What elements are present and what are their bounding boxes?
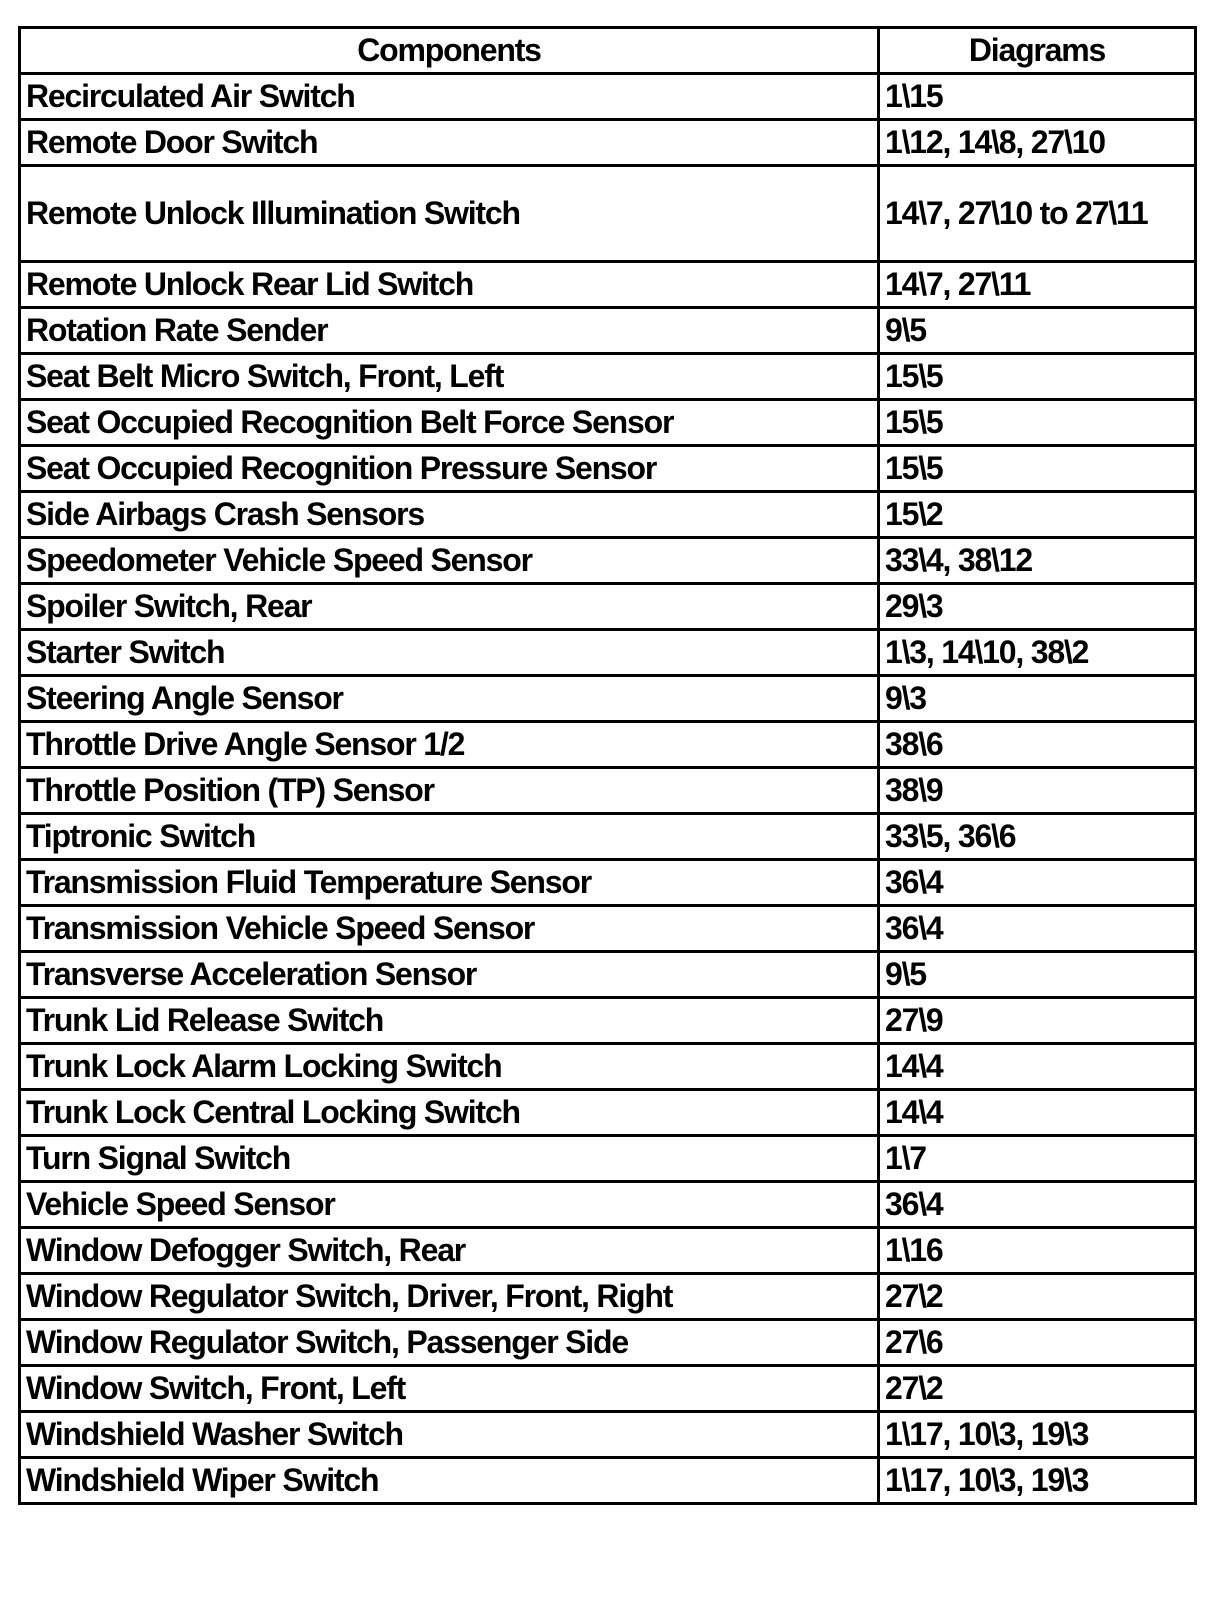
component-cell: Window Switch, Front, Left xyxy=(20,1366,879,1412)
table-row xyxy=(20,584,1196,630)
table-row xyxy=(20,1228,1196,1274)
component-cell: Transverse Acceleration Sensor xyxy=(20,952,879,998)
component-cell: Window Regulator Switch, Passenger Side xyxy=(20,1320,879,1366)
component-cell: Vehicle Speed Sensor xyxy=(20,1182,879,1228)
table-row xyxy=(20,1320,1196,1366)
diagrams-cell: 9\5 xyxy=(879,952,1196,998)
table-row xyxy=(20,120,1196,166)
component-cell: Trunk Lock Alarm Locking Switch xyxy=(20,1044,879,1090)
component-cell: Recirculated Air Switch xyxy=(20,74,879,120)
diagrams-cell: 14\7, 27\10 to 27\11 xyxy=(879,166,1196,262)
diagrams-cell: 36\4 xyxy=(879,906,1196,952)
diagrams-cell: 14\4 xyxy=(879,1090,1196,1136)
component-cell: Windshield Washer Switch xyxy=(20,1412,879,1458)
diagrams-cell: 27\2 xyxy=(879,1366,1196,1412)
table-row xyxy=(20,952,1196,998)
table-row xyxy=(20,630,1196,676)
diagrams-cell: 15\2 xyxy=(879,492,1196,538)
component-cell: Steering Angle Sensor xyxy=(20,676,879,722)
table-row xyxy=(20,308,1196,354)
component-cell: Trunk Lock Central Locking Switch xyxy=(20,1090,879,1136)
component-cell: Transmission Vehicle Speed Sensor xyxy=(20,906,879,952)
table-row xyxy=(20,1136,1196,1182)
component-cell: Trunk Lid Release Switch xyxy=(20,998,879,1044)
table-row xyxy=(20,676,1196,722)
table-row xyxy=(20,74,1196,120)
table-row xyxy=(20,768,1196,814)
table-row xyxy=(20,354,1196,400)
diagrams-cell: 33\4, 38\12 xyxy=(879,538,1196,584)
header-row xyxy=(20,28,1196,74)
table-row xyxy=(20,906,1196,952)
component-cell: Remote Door Switch xyxy=(20,120,879,166)
components-table xyxy=(18,26,1197,1505)
component-cell: Windshield Wiper Switch xyxy=(20,1458,879,1504)
diagrams-cell: 38\9 xyxy=(879,768,1196,814)
diagrams-cell: 15\5 xyxy=(879,400,1196,446)
component-cell: Window Defogger Switch, Rear xyxy=(20,1228,879,1274)
component-cell: Seat Occupied Recognition Belt Force Sensor xyxy=(20,400,879,446)
table-row xyxy=(20,998,1196,1044)
diagrams-cell: 14\4 xyxy=(879,1044,1196,1090)
diagrams-cell: 14\7, 27\11 xyxy=(879,262,1196,308)
diagrams-cell: 1\12, 14\8, 27\10 xyxy=(879,120,1196,166)
table-body xyxy=(20,74,1196,1504)
component-cell: Throttle Drive Angle Sensor 1/2 xyxy=(20,722,879,768)
component-cell: Seat Belt Micro Switch, Front, Left xyxy=(20,354,879,400)
component-cell: Side Airbags Crash Sensors xyxy=(20,492,879,538)
table-row xyxy=(20,400,1196,446)
header-components: Components xyxy=(20,28,879,74)
table-row xyxy=(20,538,1196,584)
component-cell: Transmission Fluid Temperature Sensor xyxy=(20,860,879,906)
diagrams-cell: 29\3 xyxy=(879,584,1196,630)
component-cell: Rotation Rate Sender xyxy=(20,308,879,354)
diagrams-cell: 36\4 xyxy=(879,1182,1196,1228)
diagrams-cell: 1\3, 14\10, 38\2 xyxy=(879,630,1196,676)
component-cell: Remote Unlock Illumination Switch xyxy=(20,166,879,262)
diagrams-cell: 1\15 xyxy=(879,74,1196,120)
component-cell: Spoiler Switch, Rear xyxy=(20,584,879,630)
table-row xyxy=(20,1090,1196,1136)
component-cell: Speedometer Vehicle Speed Sensor xyxy=(20,538,879,584)
component-cell: Window Regulator Switch, Driver, Front, Right xyxy=(20,1274,879,1320)
diagrams-cell: 27\9 xyxy=(879,998,1196,1044)
header-diagrams: Diagrams xyxy=(879,28,1196,74)
table-row xyxy=(20,166,1196,262)
component-cell: Throttle Position (TP) Sensor xyxy=(20,768,879,814)
table-row xyxy=(20,1274,1196,1320)
table-row xyxy=(20,1044,1196,1090)
table-row xyxy=(20,1458,1196,1504)
diagrams-cell: 1\7 xyxy=(879,1136,1196,1182)
diagrams-cell: 1\17, 10\3, 19\3 xyxy=(879,1412,1196,1458)
table-row xyxy=(20,492,1196,538)
component-cell: Starter Switch xyxy=(20,630,879,676)
diagrams-cell: 27\2 xyxy=(879,1274,1196,1320)
component-cell: Tiptronic Switch xyxy=(20,814,879,860)
diagrams-cell: 15\5 xyxy=(879,354,1196,400)
table-row xyxy=(20,1412,1196,1458)
table-row xyxy=(20,1366,1196,1412)
diagrams-cell: 36\4 xyxy=(879,860,1196,906)
diagrams-cell: 1\17, 10\3, 19\3 xyxy=(879,1458,1196,1504)
table-row xyxy=(20,814,1196,860)
table-row xyxy=(20,722,1196,768)
diagrams-cell: 9\5 xyxy=(879,308,1196,354)
diagrams-cell: 1\16 xyxy=(879,1228,1196,1274)
diagrams-cell: 9\3 xyxy=(879,676,1196,722)
table-row xyxy=(20,1182,1196,1228)
component-cell: Remote Unlock Rear Lid Switch xyxy=(20,262,879,308)
diagrams-cell: 38\6 xyxy=(879,722,1196,768)
diagrams-cell: 15\5 xyxy=(879,446,1196,492)
table-row xyxy=(20,860,1196,906)
diagrams-cell: 33\5, 36\6 xyxy=(879,814,1196,860)
diagrams-cell: 27\6 xyxy=(879,1320,1196,1366)
table-row xyxy=(20,446,1196,492)
table-row xyxy=(20,262,1196,308)
component-cell: Turn Signal Switch xyxy=(20,1136,879,1182)
component-cell: Seat Occupied Recognition Pressure Sensor xyxy=(20,446,879,492)
